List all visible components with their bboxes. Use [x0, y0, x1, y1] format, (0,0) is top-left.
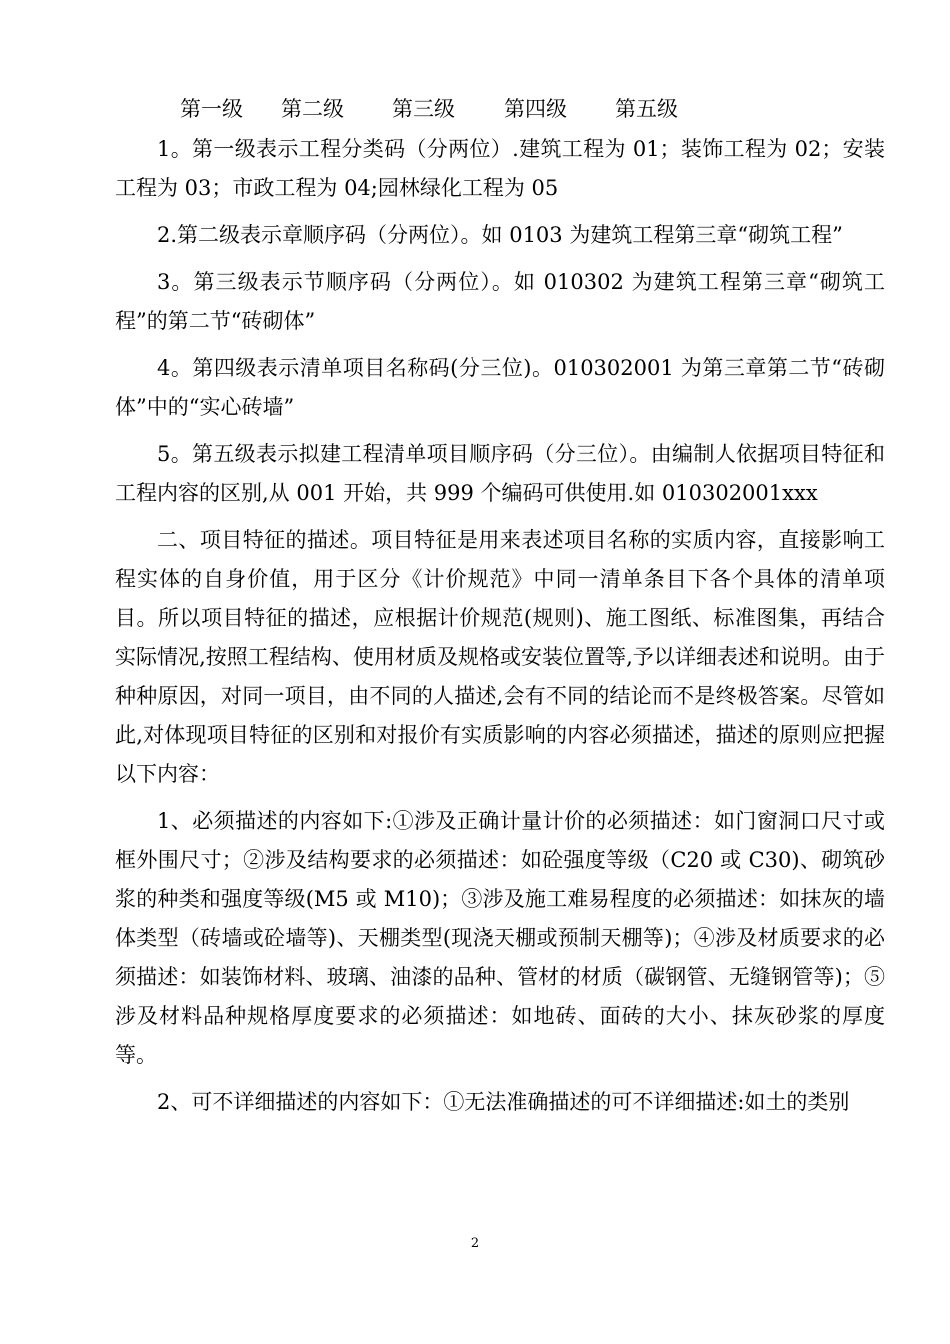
paragraph: 3。第三级表示节顺序码（分两位）。如 010302 为建筑工程第三章“砌筑工程”的第二节“砖砌体”: [115, 270, 885, 333]
paragraph: 4。第四级表示清单项目名称码(分三位)。010302001 为第三章第二节“砖砌体”中的“实心砖墙”: [115, 356, 885, 419]
level-label: 第四级: [504, 97, 567, 121]
level-label: 第三级: [392, 97, 455, 121]
paragraph: 1。第一级表示工程分类码（分两位）.建筑工程为 01；装饰工程为 02；安装工程为 03；市政工程为 04;园林绿化工程为 05: [115, 137, 885, 200]
level-label: 第五级: [615, 97, 678, 121]
paragraph: 二、项目特征的描述。项目特征是用来表述项目名称的实质内容，直接影响工程实体的自身价值，用于区分《计价规范》中同一清单条目下各个具体的清单项目。所以项目特征的描述，应根据计价规范(规则)、施工图纸、标准图集，再结合实际情况,按照工程结构、使用材质及规格或安装位置等,予以详细表述和说明。由于种种原因，对同一项目，由不同的人描述,会有不同的结论而不是终极答案。尽管如此,对体现项目特征的区别和对报价有实质影响的内容必须描述，描述的原则应把握以下内容：: [115, 528, 885, 786]
document-body: [115, 130, 885, 1122]
paragraph: 2、可不详细描述的内容如下：①无法准确描述的可不详细描述:如土的类别: [157, 1090, 850, 1114]
page-number: 2: [470, 1236, 480, 1251]
paragraph: 2.第二级表示章顺序码（分两位）。如 0103 为建筑工程第三章“砌筑工程”: [157, 223, 843, 247]
paragraph: 5。第五级表示拟建工程清单项目顺序码（分三位）。由编制人依据项目特征和工程内容的区别,从 001 开始，共 999 个编码可供使用.如 010302001xxx: [115, 442, 885, 505]
level-label: 第二级: [281, 97, 344, 121]
level-label: 第一级: [180, 97, 243, 121]
paragraph: 1、必须描述的内容如下:①涉及正确计量计价的必须描述：如门窗洞口尺寸或框外围尺寸；②涉及结构要求的必须描述：如砼强度等级（C20 或 C30)、砌筑砂浆的种类和强度等级(M5 或 M10)；③涉及施工难易程度的必须描述：如抹灰的墙体类型（砖墙或砼墙等)、天棚类型(现浇天棚或预制天棚等)；④涉及材质要求的必须描述：如装饰材料、玻璃、油漆的品种、管材的材质（碳钢管、无缝钢管等)；⑤涉及材料品种规格厚度要求的必须描述：如地砖、面砖的大小、抹灰砂浆的厚度等。: [115, 809, 885, 1067]
